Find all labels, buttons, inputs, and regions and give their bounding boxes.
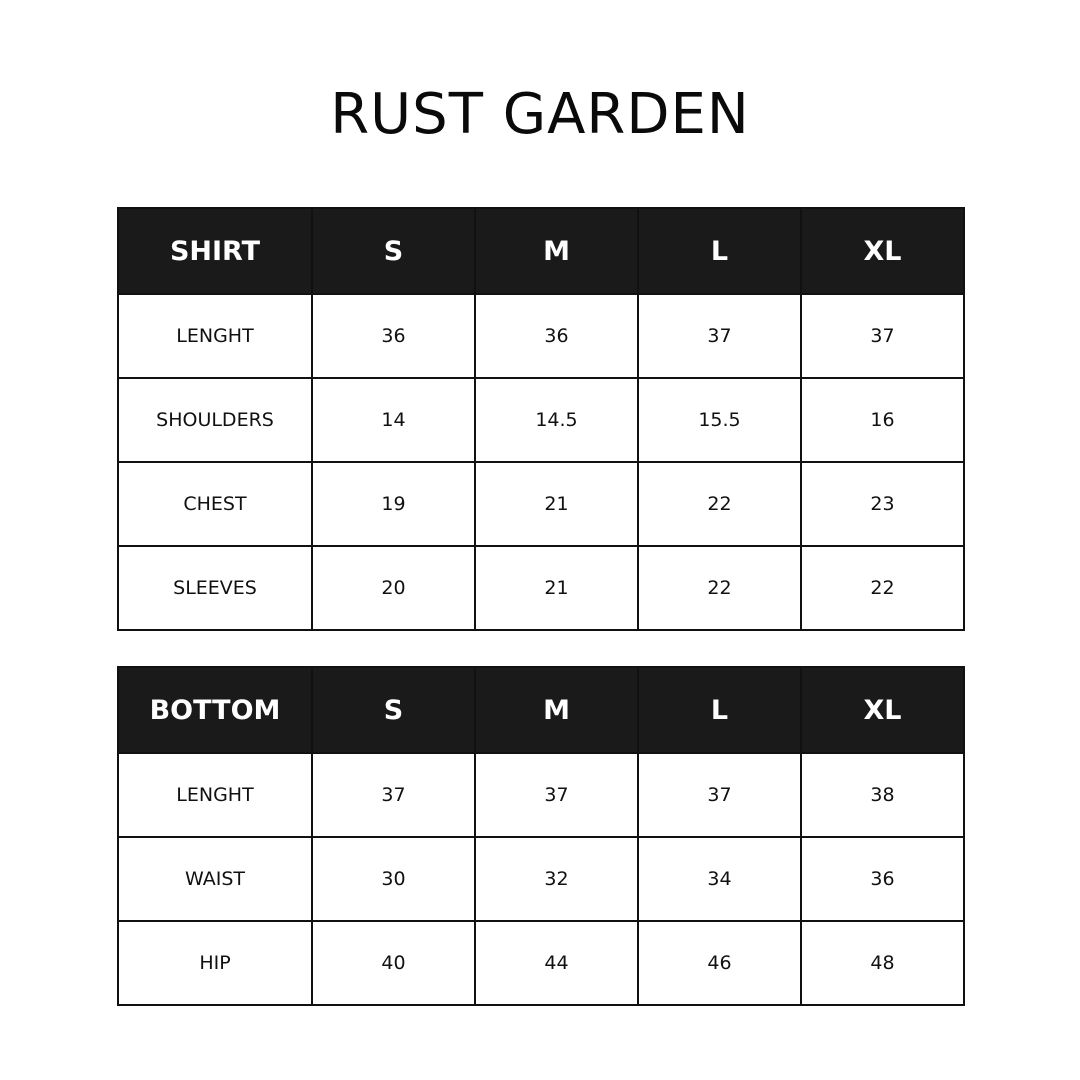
measurement-label: HIP xyxy=(118,921,312,1005)
measurement-label: LENGHT xyxy=(118,753,312,837)
measurement-value: 36 xyxy=(312,294,475,378)
measurement-value: 38 xyxy=(801,753,964,837)
measurement-value: 37 xyxy=(475,753,638,837)
measurement-value: 21 xyxy=(475,462,638,546)
table-row xyxy=(118,294,964,378)
measurement-value: 37 xyxy=(638,294,801,378)
table-row xyxy=(118,378,964,462)
size-header: L xyxy=(638,208,801,294)
header-row xyxy=(118,208,964,294)
measurement-value: 34 xyxy=(638,837,801,921)
measurement-value: 44 xyxy=(475,921,638,1005)
measurement-label: WAIST xyxy=(118,837,312,921)
table-row xyxy=(118,753,964,837)
table-row xyxy=(118,546,964,630)
measurement-value: 20 xyxy=(312,546,475,630)
measurement-value: 37 xyxy=(801,294,964,378)
size-header: M xyxy=(475,208,638,294)
size-header: S xyxy=(312,667,475,753)
brand-title: RUST GARDEN xyxy=(330,82,750,147)
measurement-value: 16 xyxy=(801,378,964,462)
measurement-value: 22 xyxy=(638,546,801,630)
measurement-value: 32 xyxy=(475,837,638,921)
measurement-value: 14.5 xyxy=(475,378,638,462)
table-row xyxy=(118,837,964,921)
category-header: SHIRT xyxy=(118,208,312,294)
table-row xyxy=(118,921,964,1005)
measurement-value: 36 xyxy=(801,837,964,921)
measurement-value: 21 xyxy=(475,546,638,630)
size-header: XL xyxy=(801,208,964,294)
measurement-value: 15.5 xyxy=(638,378,801,462)
measurement-label: SLEEVES xyxy=(118,546,312,630)
measurement-value: 37 xyxy=(638,753,801,837)
measurement-value: 46 xyxy=(638,921,801,1005)
measurement-value: 14 xyxy=(312,378,475,462)
size-header: XL xyxy=(801,667,964,753)
measurement-label: LENGHT xyxy=(118,294,312,378)
size-header: S xyxy=(312,208,475,294)
measurement-value: 40 xyxy=(312,921,475,1005)
table-row xyxy=(118,462,964,546)
measurement-value: 23 xyxy=(801,462,964,546)
bottom-size-table xyxy=(117,666,965,1006)
size-header: M xyxy=(475,667,638,753)
measurement-value: 19 xyxy=(312,462,475,546)
measurement-value: 22 xyxy=(801,546,964,630)
measurement-value: 30 xyxy=(312,837,475,921)
measurement-value: 22 xyxy=(638,462,801,546)
shirt-size-table xyxy=(117,207,965,631)
category-header: BOTTOM xyxy=(118,667,312,753)
measurement-label: SHOULDERS xyxy=(118,378,312,462)
measurement-value: 36 xyxy=(475,294,638,378)
header-row xyxy=(118,667,964,753)
measurement-value: 37 xyxy=(312,753,475,837)
measurement-label: CHEST xyxy=(118,462,312,546)
measurement-value: 48 xyxy=(801,921,964,1005)
size-header: L xyxy=(638,667,801,753)
